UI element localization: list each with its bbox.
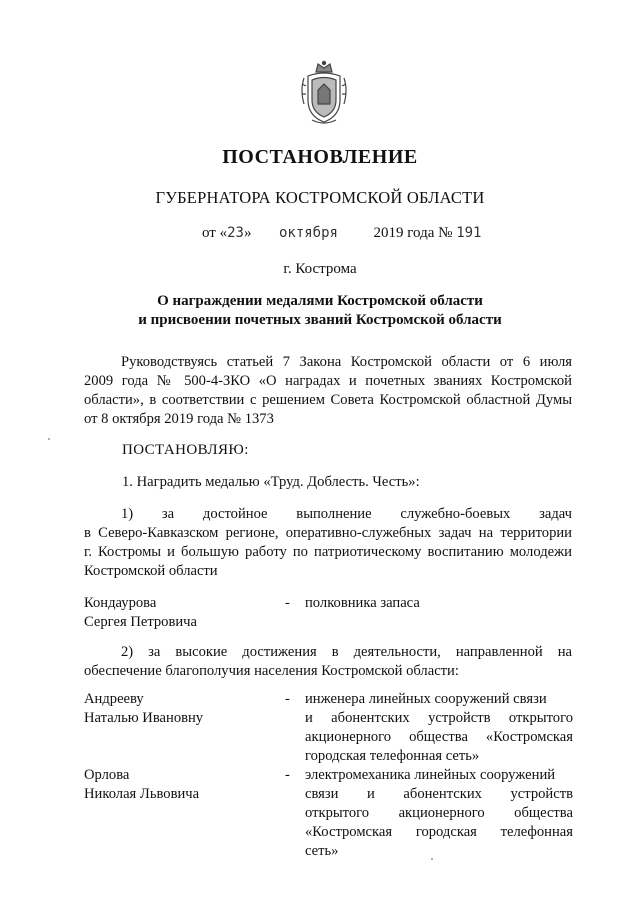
date-day: 23 bbox=[227, 225, 244, 241]
subitem-1-line: в Северо-Кавказском регионе, оперативно-служебных задач на территории bbox=[84, 525, 572, 541]
role-line: сеть» bbox=[305, 843, 339, 859]
person-given-names: Сергея Петровича bbox=[84, 614, 198, 630]
subitem-1 bbox=[84, 505, 572, 581]
role-line: инженера линейных сооружений связи bbox=[305, 691, 547, 707]
document-heading bbox=[0, 292, 640, 330]
document-number: 191 bbox=[456, 225, 482, 241]
subitem-1-line: Костромской области bbox=[84, 563, 218, 579]
person-given-names: Николая Львовича bbox=[84, 786, 200, 802]
heading-line-2: и присвоении почетных званий Костромской области bbox=[138, 312, 502, 328]
preamble-line: области», в соответствии с решением Совета Костромской областной Думы bbox=[84, 392, 572, 408]
decree-word: ПОСТАНОВЛЯЮ: bbox=[122, 442, 249, 458]
document-city: г. Кострома bbox=[283, 261, 357, 277]
date-mid: » bbox=[243, 225, 252, 241]
subitem-2-line: 2) за высокие достижения в деятельности, направленной на bbox=[121, 644, 572, 660]
role-line: городская телефонная сеть» bbox=[305, 748, 480, 764]
person-2-role bbox=[305, 690, 573, 766]
person-surname: Орлова bbox=[84, 767, 130, 783]
person-2-name bbox=[84, 690, 203, 728]
document-date-line bbox=[202, 225, 481, 242]
person-1-dash: - bbox=[285, 595, 290, 611]
document-title: ПОСТАНОВЛЕНИЕ bbox=[222, 146, 418, 168]
preamble-line: Руководствуясь статьей 7 Закона Костромской области от 6 июля bbox=[121, 354, 572, 370]
document-subtitle: ГУБЕРНАТОРА КОСТРОМСКОЙ ОБЛАСТИ bbox=[155, 188, 485, 207]
person-surname: Андрееву bbox=[84, 691, 144, 707]
heading-line-1: О награждении медалями Костромской области bbox=[157, 293, 483, 309]
role-line: полковника запаса bbox=[305, 595, 420, 611]
subitem-2-line: обеспечение благополучия населения Костромской области: bbox=[84, 663, 459, 679]
subitem-1-line: 1) за достойное выполнение служебно-боевых задач bbox=[121, 506, 572, 522]
person-3-name bbox=[84, 766, 199, 804]
date-month: октября bbox=[278, 225, 338, 241]
person-3-dash: - bbox=[285, 767, 290, 783]
role-line: электромеханика линейных сооружений bbox=[305, 767, 556, 783]
role-line: «Костромская городская телефонная bbox=[305, 824, 573, 840]
person-1-role bbox=[305, 594, 573, 613]
date-prefix: от « bbox=[202, 225, 228, 241]
person-3-role bbox=[305, 766, 573, 861]
preamble-paragraph bbox=[84, 353, 572, 429]
person-1-name bbox=[84, 594, 197, 632]
coat-of-arms-icon bbox=[298, 60, 350, 128]
role-line: и абонентских устройств открытого bbox=[305, 710, 573, 726]
date-year: 2019 года № bbox=[373, 225, 453, 241]
person-surname: Кондаурова bbox=[84, 595, 157, 611]
subitem-1-line: г. Костромы и большую работу по патриотическому воспитанию молодежи bbox=[84, 544, 572, 560]
role-line: открытого акционерного общества bbox=[305, 805, 573, 821]
role-line: связи и абонентских устройств bbox=[305, 786, 573, 802]
subitem-2 bbox=[84, 643, 572, 681]
preamble-line: от 8 октября 2019 года № 1373 bbox=[84, 411, 274, 427]
person-given-names: Наталью Ивановну bbox=[84, 710, 204, 726]
preamble-line: 2009 года № 500-4-ЗКО «О наградах и почетных званиях Костромской bbox=[84, 373, 572, 389]
item-1: 1. Наградить медалью «Труд. Доблесть. Честь»: bbox=[122, 474, 420, 490]
scan-speck bbox=[431, 858, 433, 860]
role-line: акционерного общества «Костромская bbox=[305, 729, 573, 745]
scan-speck bbox=[48, 438, 50, 440]
person-2-dash: - bbox=[285, 691, 290, 707]
